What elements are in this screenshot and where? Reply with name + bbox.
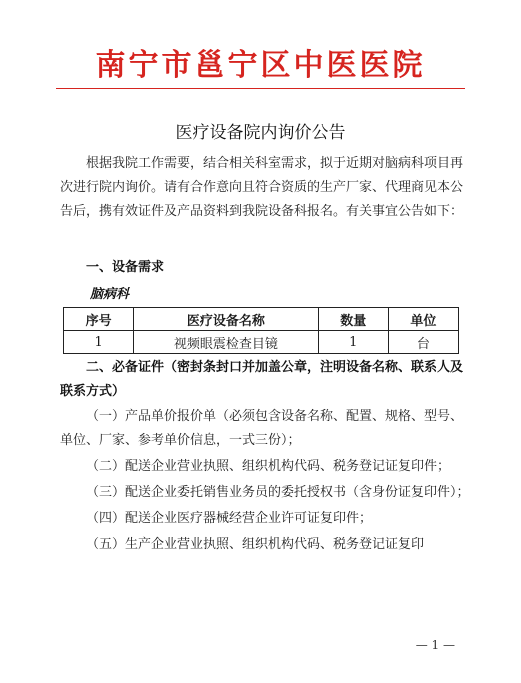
- table-cell: 视频眼震检查目镜: [134, 331, 318, 354]
- table-header-row: [64, 308, 459, 331]
- header-divider: [56, 88, 465, 89]
- table-cell: 1: [318, 331, 388, 354]
- list-item: （二）配送企业营业执照、组织机构代码、税务登记证复印件；: [86, 459, 451, 474]
- table-header-cell: 数量: [318, 308, 388, 331]
- table-cell: 1: [64, 331, 134, 354]
- list-item: （一）产品单价报价单（必须包含设备名称、配置、规格、型号、单位、厂家、参考单价信息，一式三份）；: [60, 409, 464, 448]
- section1-heading: 一、设备需求: [86, 260, 165, 275]
- table-header-cell: 医疗设备名称: [134, 308, 318, 331]
- table-header-cell: 序号: [64, 308, 134, 331]
- list-item: （三）配送企业委托销售业务员的委托授权书（含身份证复印件）；: [86, 485, 470, 500]
- section2-heading: 二、必备证件（密封条封口并加盖公章，注明设备名称、联系人及联系方式）: [60, 360, 464, 399]
- required-documents-list: [60, 405, 472, 559]
- intro-paragraph: 根据我院工作需要，结合相关科室需求，拟于近期对脑病科项目再次进行院内询价。请有合作意向且符合资质的生产厂家、代理商见本公告后，携有效证件及产品资料到我院设备科报名。有关事宜公告如下：: [60, 156, 464, 219]
- hospital-header: 南宁市邕宁区中医医院: [95, 48, 426, 83]
- department-label: 脑病科: [90, 287, 130, 302]
- list-item: （四）配送企业医疗器械经营企业许可证复印件；: [86, 511, 373, 526]
- list-item: （五）生产企业营业执照、组织机构代码、税务登记证复印: [86, 537, 425, 552]
- table-header-cell: 单位: [388, 308, 458, 331]
- table-cell: 台: [388, 331, 458, 354]
- table-row: [64, 331, 459, 354]
- page-number: — 1 —: [415, 638, 455, 652]
- equipment-table: [63, 307, 459, 354]
- document-title: 医疗设备院内询价公告: [175, 123, 346, 143]
